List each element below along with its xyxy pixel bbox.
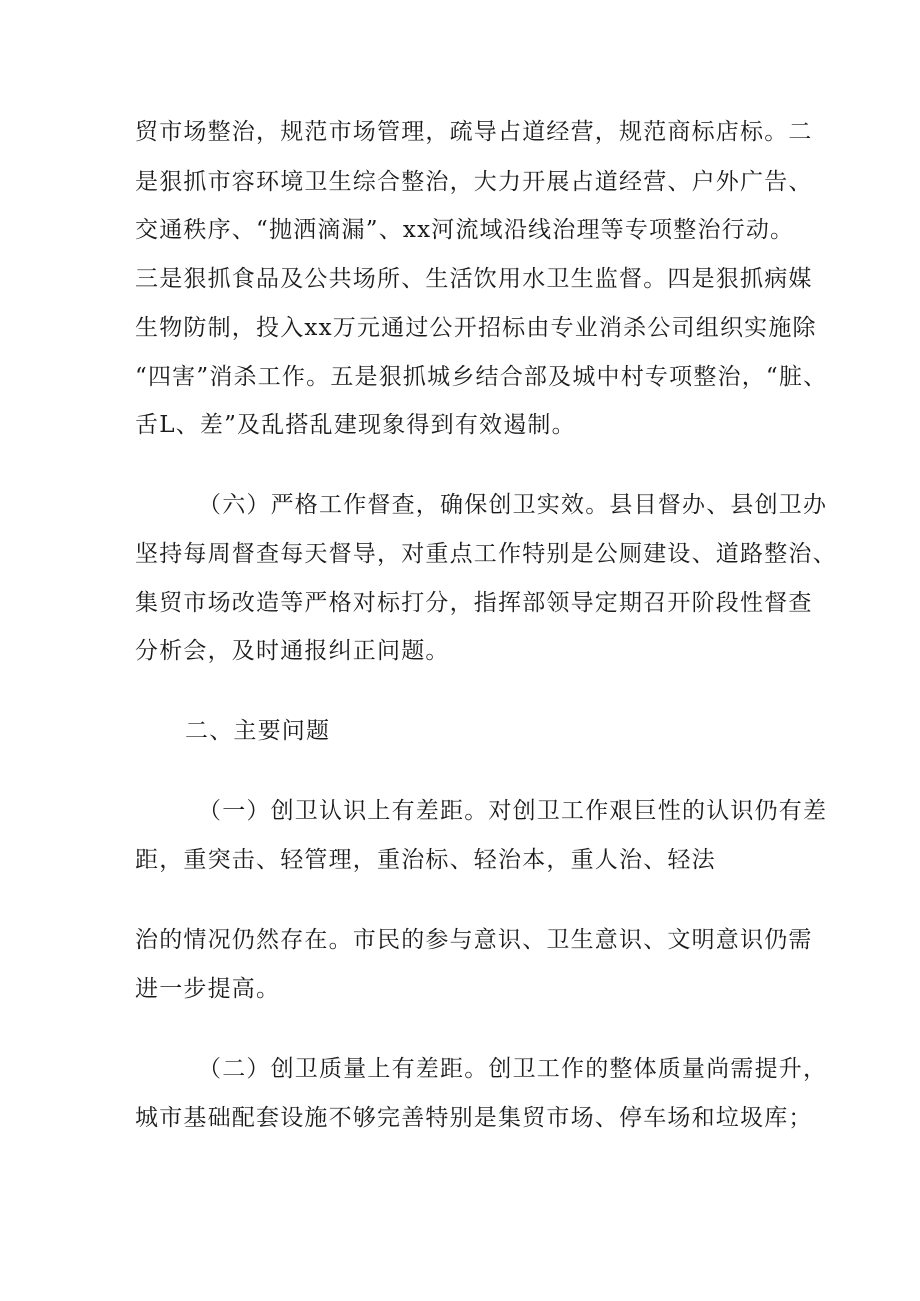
text-line: 贸市场整治，规范市场管理，疏导占道经营，规范商标店标。二 bbox=[135, 119, 813, 145]
paragraph-heading: （二）创卫质量上有差距。创卫工作的整体质量尚需提升， bbox=[198, 1056, 828, 1082]
text-line: 生物防制，投入xx万元通过公开招标由专业消杀公司组织实施除 bbox=[135, 315, 817, 341]
text-line: “四害”消杀工作。五是狠抓城乡结合部及城中村专项整治，“脏、 bbox=[135, 364, 828, 390]
paragraph-heading: （一）创卫认识上有差距。对创卫工作艰巨性的认识仍有差 bbox=[198, 798, 828, 824]
text-line: 距，重突击、轻管理，重治标、轻治本，重人治、轻法 bbox=[135, 847, 716, 873]
text-line: 城市基础配套设施不够完善特别是集贸市场、停车场和垃圾库； bbox=[135, 1105, 813, 1131]
text-line: 进一步提高。 bbox=[135, 976, 281, 1002]
text-line: 是狠抓市容环境卫生综合整治，大力开展占道经营、户外广告、 bbox=[135, 169, 813, 195]
text-line: 坚持每周督查每天督导，对重点工作特别是公厕建设、道路整治、 bbox=[135, 541, 837, 567]
text-line: 三是狠抓食品及公共场所、生活饮用水卫生监督。四是狠抓病媒 bbox=[135, 266, 813, 292]
text-line: 交通秩序、“抛洒滴漏”、xx河流域沿线治理等专项整治行动。 bbox=[135, 217, 795, 243]
text-line: 集贸市场改造等严格对标打分，指挥部领导定期召开阶段性督查 bbox=[135, 590, 813, 616]
text-line: 分析会，及时通报纠正问题。 bbox=[135, 638, 450, 664]
paragraph-heading: （六）严格工作督查，确保创卫实效。县目督办、县创卫办 bbox=[198, 492, 828, 518]
text-line: 舌L、差”及乱搭乱建现象得到有效遏制。 bbox=[135, 412, 576, 438]
text-line: 治的情况仍然存在。市民的参与意识、卫生意识、文明意识仍需 bbox=[135, 927, 813, 953]
section-title: 二、主要问题 bbox=[185, 718, 331, 744]
